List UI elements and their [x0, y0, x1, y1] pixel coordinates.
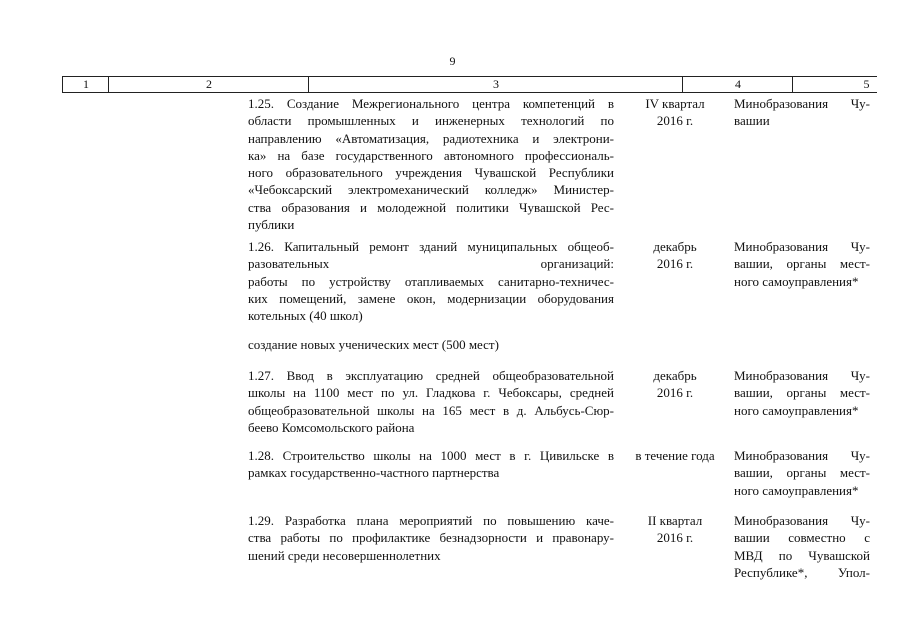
description-line: шений среди несовершеннолетних	[248, 547, 441, 563]
header-col-3: 3	[308, 77, 683, 92]
description-line: 1.27. Ввод в эксплуатацию средней общеобразовательной	[248, 368, 614, 383]
item-responsible	[734, 447, 870, 499]
responsible-line: Минобразования Чу-	[734, 513, 870, 528]
period-line: декабрь	[653, 368, 697, 383]
header-col-2: 2	[108, 77, 309, 92]
responsible-line: МВД по Чувашской	[734, 547, 870, 563]
item-period	[625, 447, 725, 464]
description-line: 1.25. Создание Межрегионального центра компетенций в	[248, 96, 614, 111]
item-description	[248, 95, 614, 233]
responsible-line: вашии совместно с	[734, 530, 870, 546]
description-line: 1.28. Строительство школы на 1000 мест в г. Цивильске в	[248, 448, 614, 463]
period-line: IV квартал	[645, 96, 705, 111]
description-line: ких помещений, замене окон, модернизации оборудования	[248, 290, 614, 306]
responsible-line: Минобразования Чу-	[734, 448, 870, 463]
item-responsible	[734, 95, 870, 130]
responsible-line: Республике*, Упол-	[734, 564, 870, 580]
item-description	[248, 447, 614, 482]
item-responsible	[734, 512, 870, 581]
responsible-line: ного самоуправления*	[734, 273, 859, 289]
description-line: разовательных организаций:	[248, 256, 614, 272]
description-line: котельных (40 школ)	[248, 308, 363, 324]
item-responsible	[734, 238, 870, 290]
period-line: II квартал	[647, 513, 703, 528]
description-line: беево Комсомольского района	[248, 419, 415, 435]
period-line: 2016 г.	[656, 113, 694, 129]
description-line: общеобразовательной школы на 165 мест в д. Альбусь-Сюр-	[248, 402, 614, 418]
description-line: «Чебоксарский электромеханический колледж» Министер-	[248, 182, 614, 198]
item-period	[625, 238, 725, 273]
description-line: ства образования и молодежной политики Чувашской Рес-	[248, 199, 614, 215]
responsible-line: вашии, органы мест-	[734, 256, 870, 272]
description-line: ного образовательного учреждения Чувашской Республики	[248, 165, 614, 181]
description-line: направлению «Автоматизация, радиотехника и электрони-	[248, 130, 614, 146]
header-col-5: 5	[792, 77, 905, 92]
item-period	[625, 95, 725, 130]
table-header	[62, 76, 877, 93]
item-period	[625, 512, 725, 547]
description-line: публики	[248, 217, 295, 233]
item-description	[248, 512, 614, 564]
period-line: 2016 г.	[656, 530, 694, 546]
responsible-line: Минобразования Чу-	[734, 368, 870, 383]
description-line: создание новых ученических мест (500 мест)	[248, 337, 499, 352]
item-description	[248, 367, 614, 436]
responsible-line: вашии, органы мест-	[734, 385, 870, 401]
item-description	[248, 238, 614, 324]
item-description	[248, 336, 614, 353]
responsible-line: ного самоуправления*	[734, 402, 859, 418]
description-line: области промышленных и инженерных технологий по	[248, 113, 614, 129]
description-line: ка» на базе государственного автономного профессиональ-	[248, 147, 614, 163]
description-line: 1.26. Капитальный ремонт зданий муниципальных общеоб-	[248, 239, 614, 254]
description-line: школы на 1100 мест по ул. Гладкова г. Чебоксары, средней	[248, 385, 614, 401]
responsible-line: вашии, органы мест-	[734, 465, 870, 481]
period-line: декабрь	[653, 239, 697, 254]
description-line: рамках государственно-частного партнерства	[248, 465, 500, 481]
description-line: работы по устройству отапливаемых санитарно-техничес-	[248, 273, 614, 289]
item-responsible	[734, 367, 870, 419]
responsible-line: Минобразования Чу-	[734, 96, 870, 111]
header-col-4: 4	[682, 77, 793, 92]
responsible-line: ного самоуправления*	[734, 482, 859, 498]
item-period	[625, 367, 725, 402]
responsible-line: вашии	[734, 113, 770, 129]
responsible-line: Минобразования Чу-	[734, 239, 870, 254]
description-line: ства работы по профилактике безнадзорности и правонару-	[248, 530, 614, 546]
period-line: 2016 г.	[656, 385, 694, 401]
period-line: в течение года	[635, 448, 715, 463]
period-line: 2016 г.	[656, 256, 694, 272]
description-line: 1.29. Разработка плана мероприятий по повышению каче-	[248, 513, 614, 528]
header-col-1: 1	[62, 77, 109, 92]
page-number: 9	[449, 54, 456, 68]
